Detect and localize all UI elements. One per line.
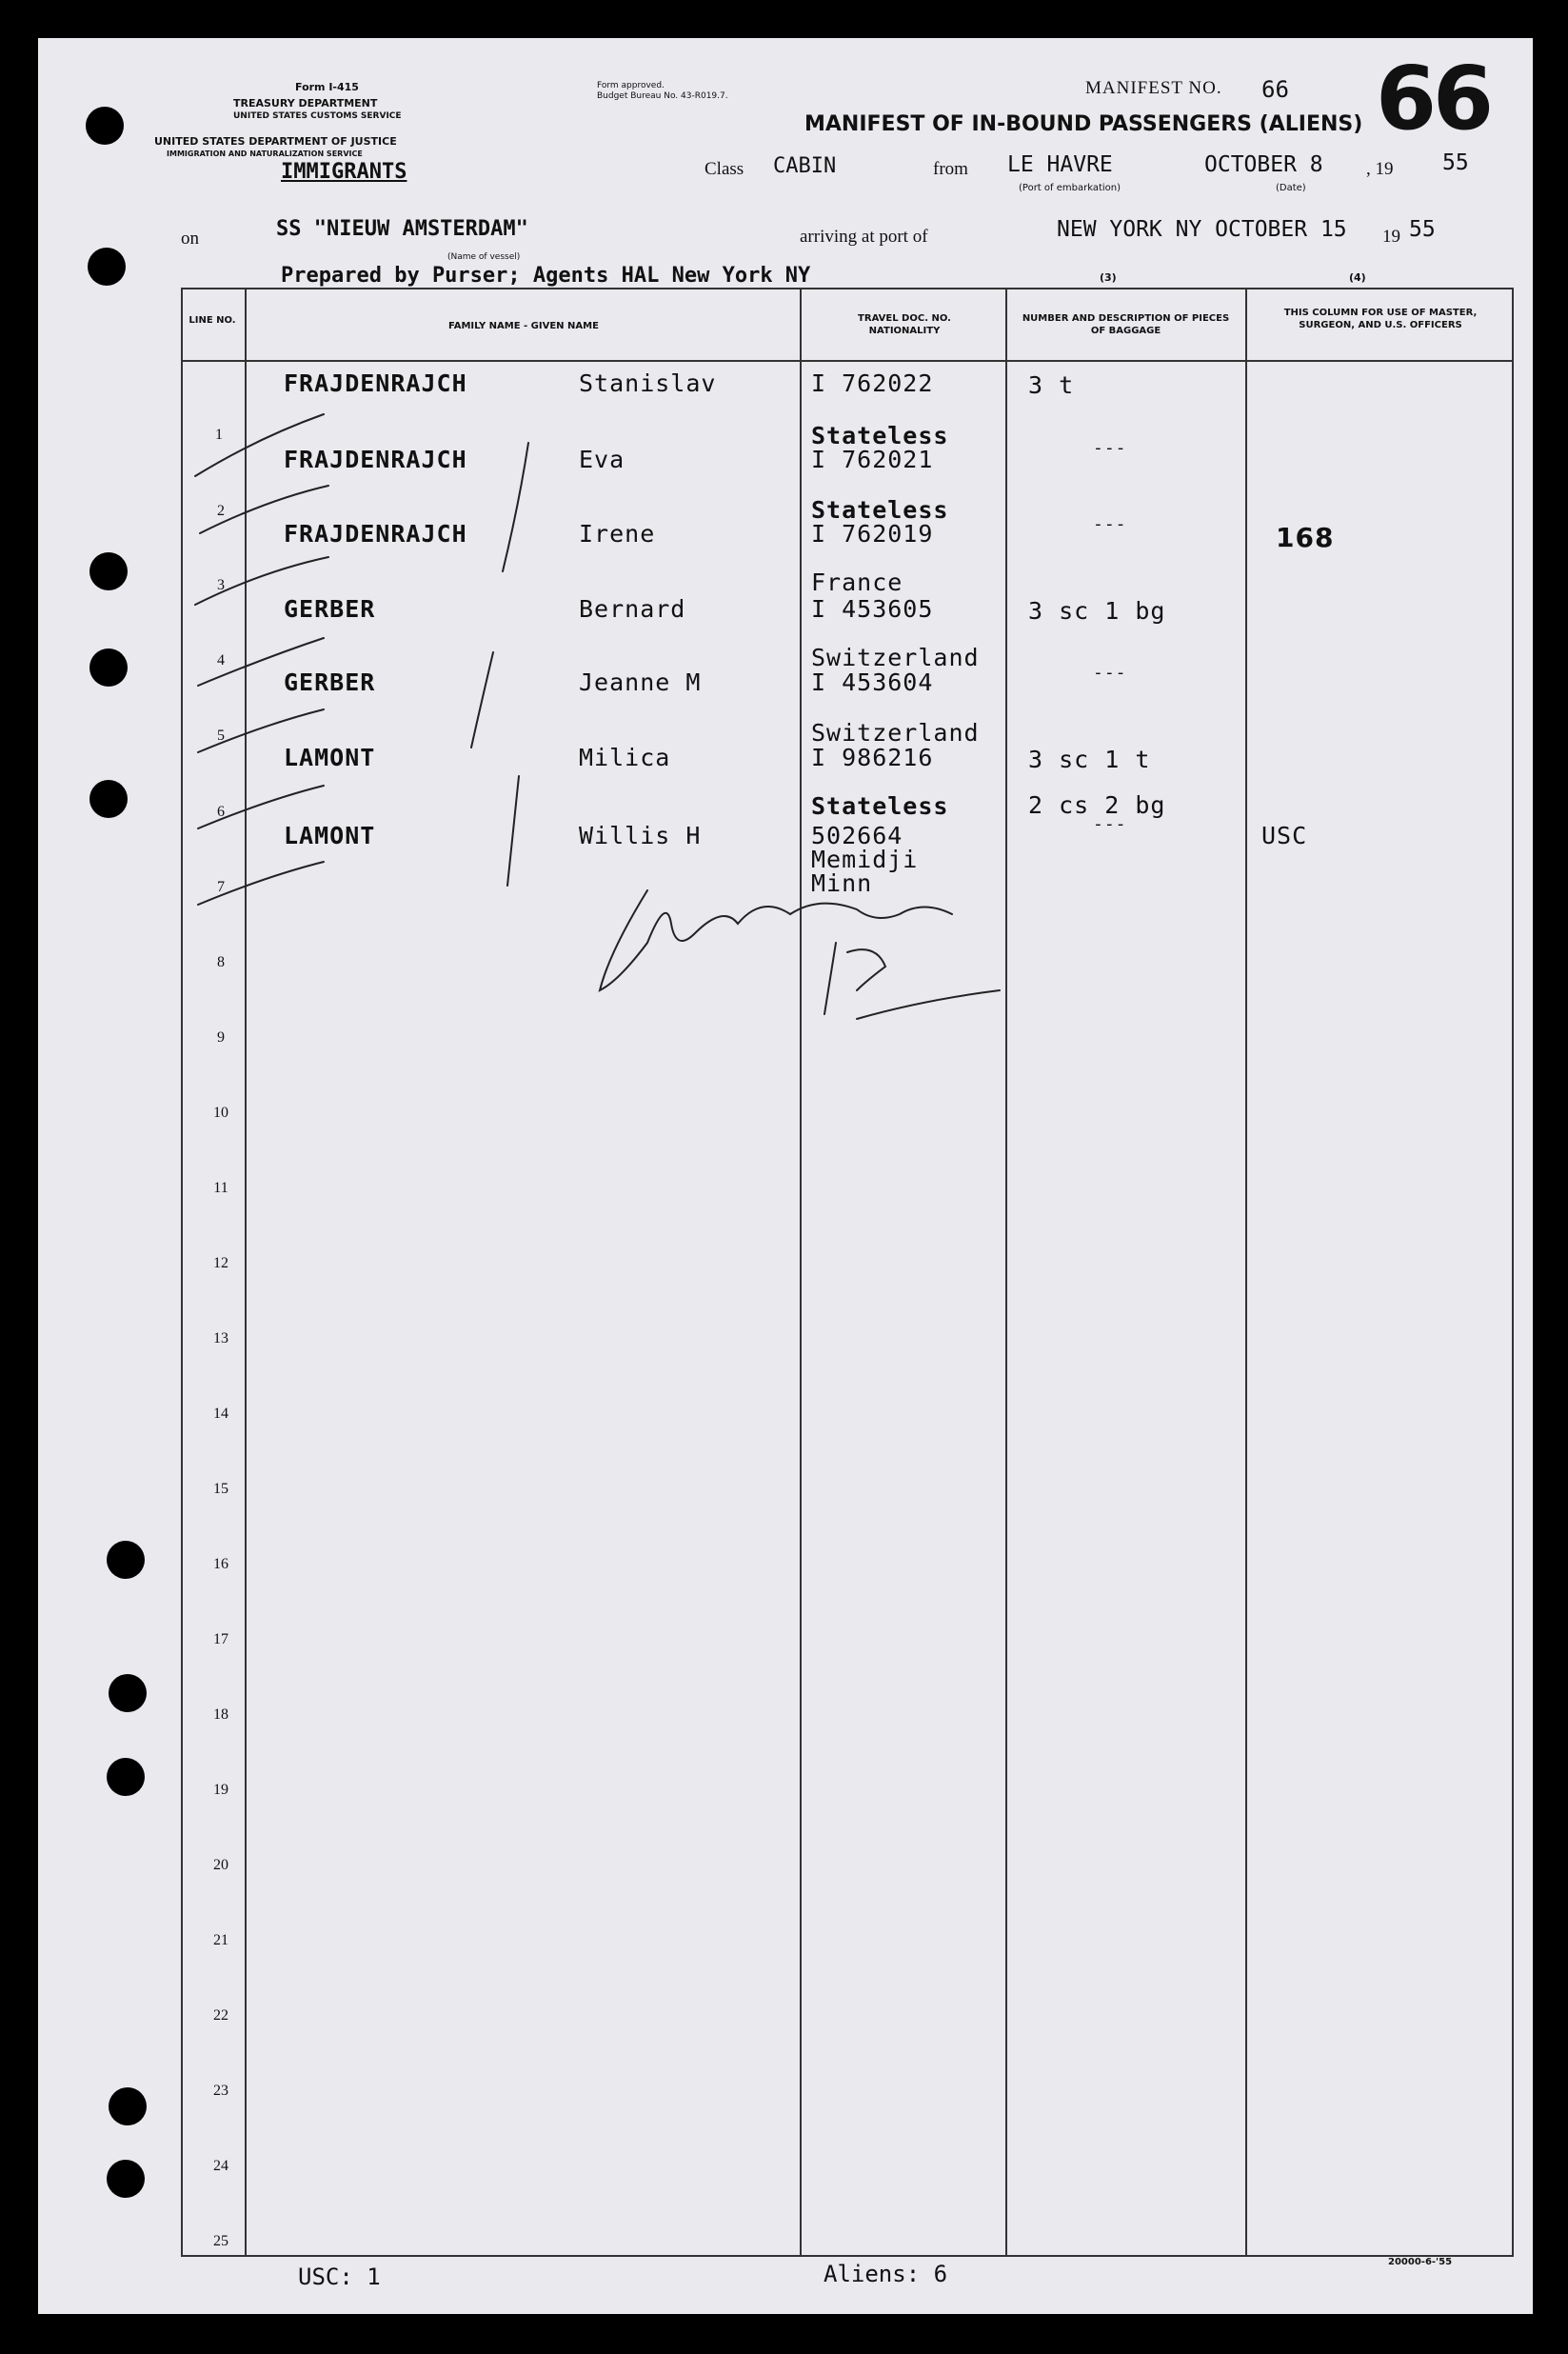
nationality: Stateless [811, 422, 949, 449]
aliens-count: Aliens: 6 [824, 2261, 948, 2287]
line-number: 16 [213, 1556, 228, 1572]
form-number: Form I-415 [295, 81, 359, 93]
officer-note: 168 [1276, 522, 1335, 553]
nationality: Stateless [811, 792, 949, 820]
column-4-marker: (4) [1349, 271, 1366, 284]
from-label: from [933, 159, 968, 179]
class-value: CABIN [773, 154, 837, 178]
passenger-family-name: LAMONT [284, 822, 376, 849]
arriving-label: arriving at port of [800, 227, 928, 247]
line-number: 6 [217, 804, 225, 820]
check-mark [200, 486, 328, 533]
port-caption: (Port of embarkation) [1019, 183, 1121, 193]
baggage: --- [1093, 514, 1127, 534]
initials [824, 943, 1000, 1019]
arrival-port-date: NEW YORK NY OCTOBER 15 [1057, 217, 1347, 242]
handwriting-overlay [38, 38, 1533, 2314]
nationality: Switzerland [811, 644, 980, 671]
manifest-no-label: MANIFEST NO. [1085, 78, 1222, 98]
port-of-embarkation: LE HAVRE [1007, 152, 1113, 177]
nationality: Switzerland [811, 719, 980, 747]
passenger-family-name: GERBER [284, 595, 376, 623]
baggage: 3 sc 1 t [1028, 746, 1151, 773]
on-label: on [181, 229, 199, 249]
passenger-family-name: GERBER [284, 668, 376, 696]
line-number: 24 [213, 2158, 228, 2174]
passenger-given-name: Stanislav [579, 369, 717, 397]
bracket-stroke [471, 652, 493, 748]
line-number: 21 [213, 1932, 228, 1948]
passenger-family-name: FRAJDENRAJCH [284, 520, 467, 548]
travel-doc-number: I 453604 [811, 668, 934, 696]
line-number: 11 [213, 1180, 228, 1196]
embark-year: 55 [1442, 150, 1469, 175]
passenger-given-name: Milica [579, 744, 671, 771]
signature [600, 890, 952, 990]
travel-doc-number: I 762019 [811, 520, 934, 548]
col-header-name: FAMILY NAME - GIVEN NAME [448, 321, 599, 331]
nationality: France [811, 569, 903, 596]
bracket-stroke [503, 443, 528, 571]
passenger-family-name: FRAJDENRAJCH [284, 446, 467, 473]
class-label: Class [705, 159, 744, 179]
line-number: 1 [215, 427, 223, 443]
line-number: 19 [213, 1782, 228, 1798]
col-header-officers: THIS COLUMN FOR USE OF MASTER, SURGEON, AND U.S. OFFICERS [1283, 308, 1478, 330]
check-mark [198, 862, 324, 905]
passenger-given-name: Willis H [579, 822, 702, 849]
line-number: 15 [213, 1481, 228, 1497]
line-number: 2 [217, 503, 225, 519]
agency-line: TREASURY DEPARTMENT [233, 97, 378, 110]
vessel-caption: (Name of vessel) [447, 252, 521, 262]
travel-doc-number: I 986216 [811, 744, 934, 771]
check-mark [195, 557, 328, 605]
line-number: 20 [213, 1857, 228, 1873]
line-number: 14 [213, 1406, 228, 1422]
line-number: 8 [217, 954, 225, 970]
line-number: 12 [213, 1255, 228, 1271]
check-mark [198, 638, 324, 686]
travel-doc-number: 502664 [811, 822, 903, 849]
line-number: 4 [217, 652, 225, 668]
prepared-by: Prepared by Purser; Agents HAL New York NY [281, 264, 811, 288]
nationality-line-2: Minn [811, 869, 873, 897]
line-number: 18 [213, 1706, 228, 1723]
col-header-baggage: NUMBER AND DESCRIPTION OF PIECES OF BAGGAGE [1022, 313, 1230, 336]
usc-count: USC: 1 [298, 2264, 381, 2290]
line-number: 7 [217, 879, 225, 895]
baggage: --- [1093, 814, 1127, 834]
nationality: Memidji [811, 846, 919, 873]
nationality: Stateless [811, 496, 949, 524]
baggage: --- [1093, 438, 1127, 458]
embark-date: OCTOBER 8 [1204, 152, 1323, 177]
arrival-year-prefix: 19 [1382, 227, 1400, 247]
baggage-line-2: 2 cs 2 bg [1028, 791, 1166, 819]
manifest-no-large: 66 [1376, 48, 1491, 150]
col-header-travel-doc: TRAVEL DOC. NO. NATIONALITY [858, 313, 951, 336]
line-number: 23 [213, 2083, 228, 2099]
baggage: 3 sc 1 bg [1028, 597, 1166, 625]
passenger-given-name: Bernard [579, 595, 686, 623]
line-number: 17 [213, 1631, 228, 1647]
travel-doc-number: I 453605 [811, 595, 934, 623]
col-header-line-no: LINE NO. [189, 315, 236, 326]
line-number: 10 [213, 1105, 228, 1121]
immigrants-stamp: IMMIGRANTS [281, 160, 407, 184]
manifest-page [38, 38, 1533, 2314]
line-number: 3 [217, 577, 225, 593]
date-caption: (Date) [1276, 183, 1306, 193]
bracket-stroke [507, 776, 519, 886]
line-number: 13 [213, 1330, 228, 1347]
budget-number: Budget Bureau No. 43-R019.7. [597, 91, 728, 101]
manifest-no: 66 [1261, 76, 1289, 103]
officer-note: USC [1261, 822, 1308, 849]
manifest-title: MANIFEST OF IN-BOUND PASSENGERS (ALIENS) [804, 112, 1363, 136]
form-approved: Form approved. [597, 81, 665, 90]
agency-line: UNITED STATES DEPARTMENT OF JUSTICE [154, 135, 397, 148]
check-mark [195, 414, 324, 476]
agency-line: IMMIGRATION AND NATURALIZATION SERVICE [167, 150, 363, 158]
agency-line: UNITED STATES CUSTOMS SERVICE [233, 111, 402, 121]
arrival-year: 55 [1409, 217, 1436, 242]
line-number: 5 [217, 728, 225, 744]
print-code: 20000-6-'55 [1388, 2257, 1453, 2267]
travel-doc-number: I 762021 [811, 446, 934, 473]
passenger-family-name: LAMONT [284, 744, 376, 771]
line-number: 9 [217, 1029, 225, 1046]
year-prefix: , 19 [1366, 159, 1394, 179]
check-mark [198, 709, 324, 752]
line-number: 25 [213, 2233, 228, 2249]
vessel-name: SS "NIEUW AMSTERDAM" [276, 217, 528, 241]
passenger-family-name: FRAJDENRAJCH [284, 369, 467, 397]
column-3-marker: (3) [1100, 271, 1117, 284]
line-number: 22 [213, 2007, 228, 2024]
passenger-given-name: Eva [579, 446, 625, 473]
baggage: 3 t [1028, 371, 1075, 399]
passenger-given-name: Jeanne M [579, 668, 702, 696]
travel-doc-number: I 762022 [811, 369, 934, 397]
check-mark [198, 786, 324, 828]
baggage: --- [1093, 663, 1127, 683]
passenger-given-name: Irene [579, 520, 656, 548]
